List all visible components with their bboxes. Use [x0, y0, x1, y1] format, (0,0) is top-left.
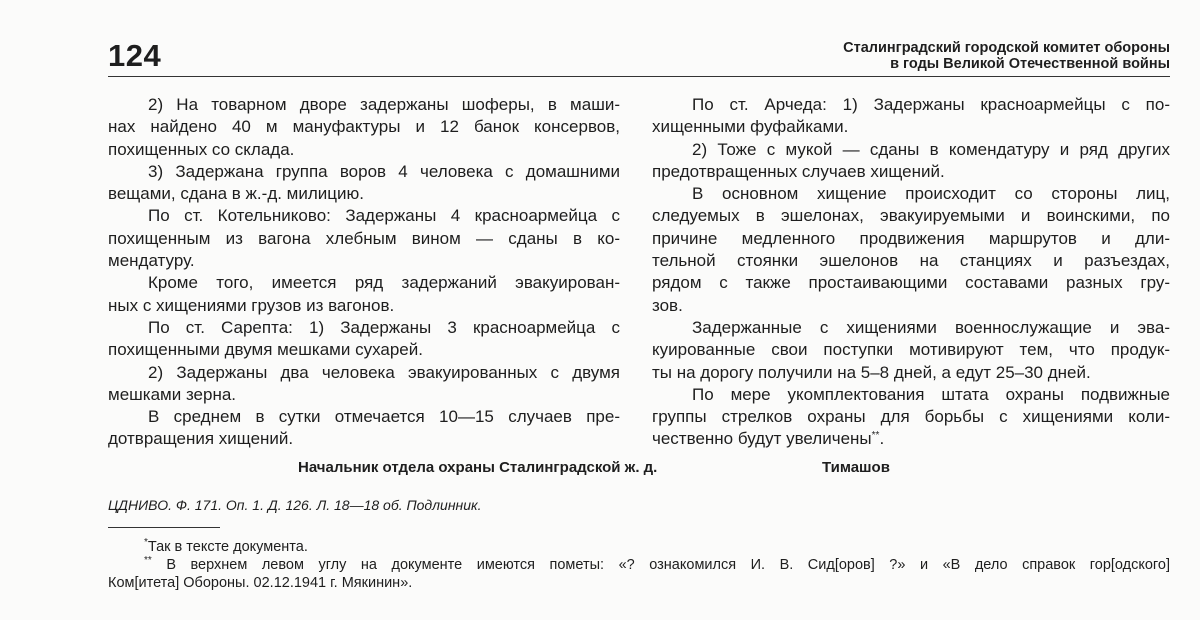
header-rule: [108, 76, 1170, 77]
paragraph-line: следуемых в эшелонах, эвакуируемыми и воинскими, по: [652, 206, 1170, 226]
paragraph-line: [652, 428, 1170, 450]
paragraph-line: вещами, сдана в ж.-д. милицию.: [108, 184, 364, 204]
signature-position: Начальник отдела охраны Сталинградской ж. д.: [298, 459, 658, 476]
paragraph-line: 2) Задержаны два человека эвакуированных с двумя: [148, 362, 620, 382]
paragraph-line: зов.: [652, 295, 683, 315]
paragraph-line: По ст. Сарепта: 1) Задержаны 3 красноармейца с: [148, 317, 620, 337]
paragraph-line: ных с хищениями грузов из вагонов.: [108, 295, 395, 315]
paragraph-line: 2) На товарном дворе задержаны шоферы, в маши-: [148, 95, 620, 114]
paragraph-line: похищенным из вагона хлебным вином — сданы в ко-: [108, 228, 620, 248]
paragraph-line: нах найдено 40 м мануфактуры и 12 банок консервов,: [108, 117, 620, 137]
paragraph-line: предотвращенных случаев хищений.: [652, 161, 945, 181]
archive-source: ЦДНИВО. Ф. 171. Оп. 1. Д. 126. Л. 18—18 об. Подлинник.: [108, 497, 482, 513]
paragraph-line: 2) Тоже с мукой — сданы в комендатуру и ряд других: [692, 139, 1170, 159]
paragraph-line: Задержанные с хищениями военнослужащие и эва-: [692, 317, 1170, 337]
footnote-text: Так в тексте документа.: [147, 539, 308, 555]
paragraph-line: Кроме того, имеется ряд задержаний эвакуирован-: [148, 273, 620, 293]
paragraph-line: По ст. Арчеда: 1) Задержаны красноармейцы с по-: [692, 95, 1170, 114]
paragraph-line: 3) Задержана группа воров 4 человека с домашними: [148, 161, 620, 181]
paragraph-line: похищенных со склада.: [108, 139, 295, 159]
paragraph-line: причине медленного продвижения маршрутов и дли-: [652, 228, 1170, 248]
footnote-2: [108, 556, 1170, 592]
signature-name: Тимашов: [822, 459, 890, 476]
footnote-1: [108, 538, 1170, 556]
left-column: [108, 94, 620, 451]
right-column: [652, 94, 1170, 451]
paragraph-line: хищенными фуфайками.: [652, 117, 849, 137]
footnote-text: В верхнем левом углу на документе имеются пометы: «? ознакомился И. В. Сид[оров] ?» и «В дело справок гор[одского]: [166, 557, 1170, 573]
paragraph-line: По ст. Котельниково: Задержаны 4 красноармейца с: [148, 206, 620, 226]
page-number: 124: [108, 38, 162, 73]
paragraph-line: мендатуру.: [108, 251, 195, 271]
footnote-mark: *: [144, 537, 148, 548]
running-title-line: в годы Великой Отечественной войны: [890, 56, 1170, 72]
paragraph-line: тельной стоянки эшелонов на станциях и разъездах,: [652, 251, 1170, 271]
running-title-line: Сталинградский городской комитет обороны: [843, 40, 1170, 56]
paragraph-line: похищенными двумя мешками сухарей.: [108, 340, 423, 360]
paragraph-line: В среднем в сутки отмечается 10—15 случаев пре-: [148, 407, 620, 427]
paragraph-line: дотвращения хищений.: [108, 429, 294, 449]
footnote-text: Ком[итета] Обороны. 02.12.1941 г. Мякинин».: [108, 575, 413, 591]
footnote-ref: **: [871, 430, 880, 442]
paragraph-line: По мере укомплектования штата охраны подвижные: [692, 384, 1170, 404]
paragraph-line: рядом с также простаивающими составами разных гру-: [652, 273, 1170, 293]
footnote-rule: [108, 527, 220, 528]
paragraph-text: .: [879, 429, 885, 449]
paragraph-line: куированные свои поступки мотивируют тем, что продук-: [652, 340, 1170, 360]
running-title: [843, 40, 1170, 72]
paragraph-line: мешками зерна.: [108, 384, 237, 404]
footnote-mark: **: [144, 555, 152, 566]
paragraph-line: В основном хищение происходит со стороны лиц,: [692, 184, 1170, 204]
paragraph-text: чественно будут увеличены: [652, 429, 872, 449]
paragraph-line: группы стрелков охраны для борьбы с хищениями коли-: [652, 407, 1170, 427]
paragraph-line: ты на дорогу получили на 5–8 дней, а едут 25–30 дней.: [652, 362, 1091, 382]
